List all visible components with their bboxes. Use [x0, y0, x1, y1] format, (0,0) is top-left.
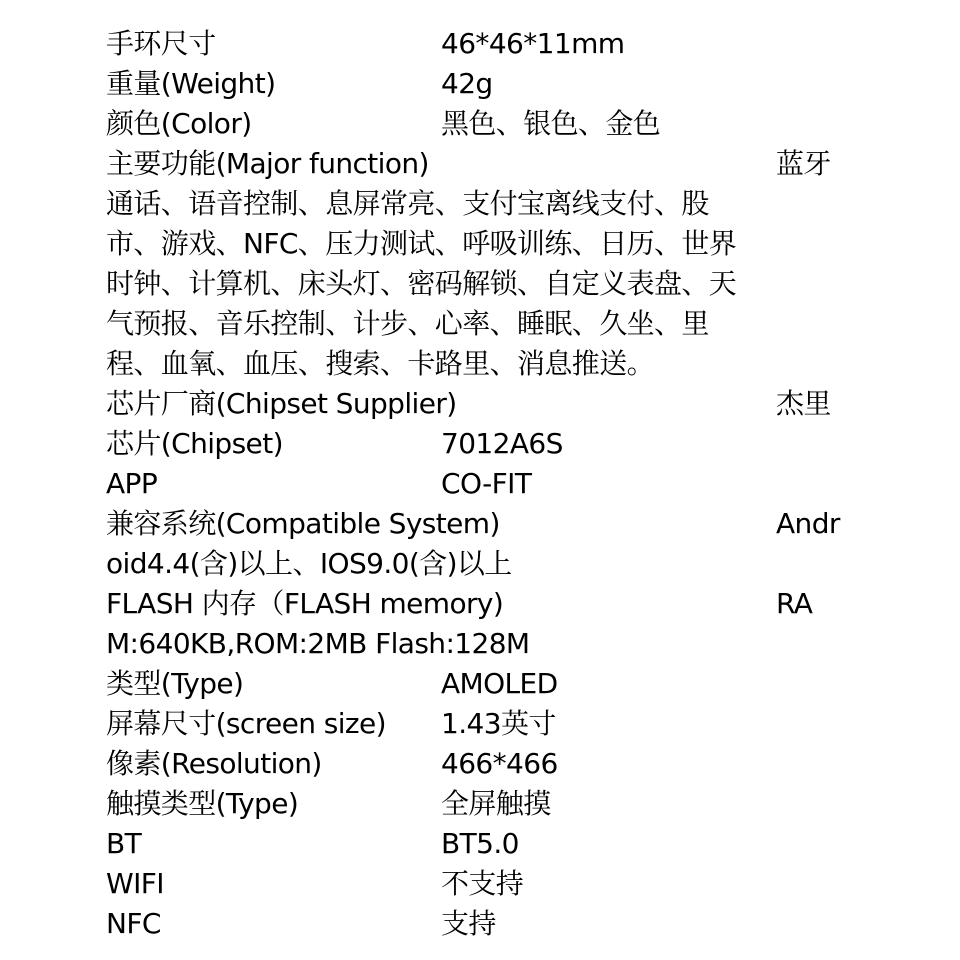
spec-value: 蓝牙 [776, 147, 831, 180]
spec-value: 46*46*11mm [441, 27, 625, 60]
spec-continuation-line [106, 624, 856, 664]
spec-value-continued: 程、血氧、血压、搜索、卡路里、消息推送。 [106, 347, 655, 380]
spec-value: RA [776, 587, 813, 620]
spec-value: Andr [776, 507, 840, 540]
spec-row-touch-type [106, 784, 856, 824]
spec-value-continued: oid4.4(含)以上、IOS9.0(含)以上 [106, 547, 512, 580]
spec-row-display-type [106, 664, 856, 704]
spec-value: 1.43英寸 [441, 707, 556, 740]
spec-row-flash-memory [106, 584, 856, 624]
spec-value: 不支持 [441, 867, 524, 900]
spec-label: APP [106, 467, 158, 500]
spec-value: 466*466 [441, 747, 558, 780]
spec-label: 芯片(Chipset) [106, 427, 283, 460]
spec-continuation-line [106, 264, 856, 304]
spec-continuation-line [106, 344, 856, 384]
spec-value-continued: 通话、语音控制、息屏常亮、支付宝离线支付、股 [106, 187, 709, 220]
spec-row-band-size [106, 24, 856, 64]
spec-label: 颜色(Color) [106, 107, 252, 140]
spec-label: 类型(Type) [106, 667, 244, 700]
spec-continuation-line [106, 184, 856, 224]
spec-value-continued: 市、游戏、NFC、压力测试、呼吸训练、日历、世界 [106, 227, 737, 260]
spec-row-wifi [106, 864, 856, 904]
spec-label: BT [106, 827, 142, 860]
spec-label: 重量(Weight) [106, 67, 276, 100]
spec-row-major-function [106, 144, 856, 184]
spec-row-chipset [106, 424, 856, 464]
spec-row-color [106, 104, 856, 144]
spec-row-weight [106, 64, 856, 104]
spec-value-continued: 气预报、音乐控制、计步、心率、睡眠、久坐、里 [106, 307, 709, 340]
spec-row-app [106, 464, 856, 504]
spec-continuation-line [106, 224, 856, 264]
spec-label: WIFI [106, 867, 164, 900]
spec-value: 支持 [441, 907, 496, 940]
spec-value: 42g [441, 67, 493, 100]
spec-value: BT5.0 [441, 827, 519, 860]
spec-row-compatible-system [106, 504, 856, 544]
spec-label: 屏幕尺寸(screen size) [106, 707, 386, 740]
spec-label: 触摸类型(Type) [106, 787, 299, 820]
spec-value: 全屏触摸 [441, 787, 551, 820]
spec-value: CO-FIT [441, 467, 532, 500]
spec-continuation-line [106, 544, 856, 584]
spec-label: 像素(Resolution) [106, 747, 322, 780]
spec-label: 主要功能(Major function) [106, 147, 429, 180]
spec-row-bluetooth [106, 824, 856, 864]
spec-label: 兼容系统(Compatible System) [106, 507, 500, 540]
spec-continuation-line [106, 304, 856, 344]
spec-value: AMOLED [441, 667, 558, 700]
spec-value-continued: 时钟、计算机、床头灯、密码解锁、自定义表盘、天 [106, 267, 737, 300]
spec-row-nfc [106, 904, 856, 944]
spec-row-resolution [106, 744, 856, 784]
spec-label: FLASH 内存（FLASH memory) [106, 587, 504, 620]
spec-value: 杰里 [776, 387, 831, 420]
spec-value: 7012A6S [441, 427, 563, 460]
spec-value-continued: M:640KB,ROM:2MB Flash:128M [106, 627, 530, 660]
spec-label: NFC [106, 907, 161, 940]
spec-row-screen-size [106, 704, 856, 744]
spec-label: 芯片厂商(Chipset Supplier) [106, 387, 457, 420]
spec-value: 黑色、银色、金色 [441, 107, 661, 140]
spec-label: 手环尺寸 [106, 27, 216, 60]
spec-row-chipset-supplier [106, 384, 856, 424]
